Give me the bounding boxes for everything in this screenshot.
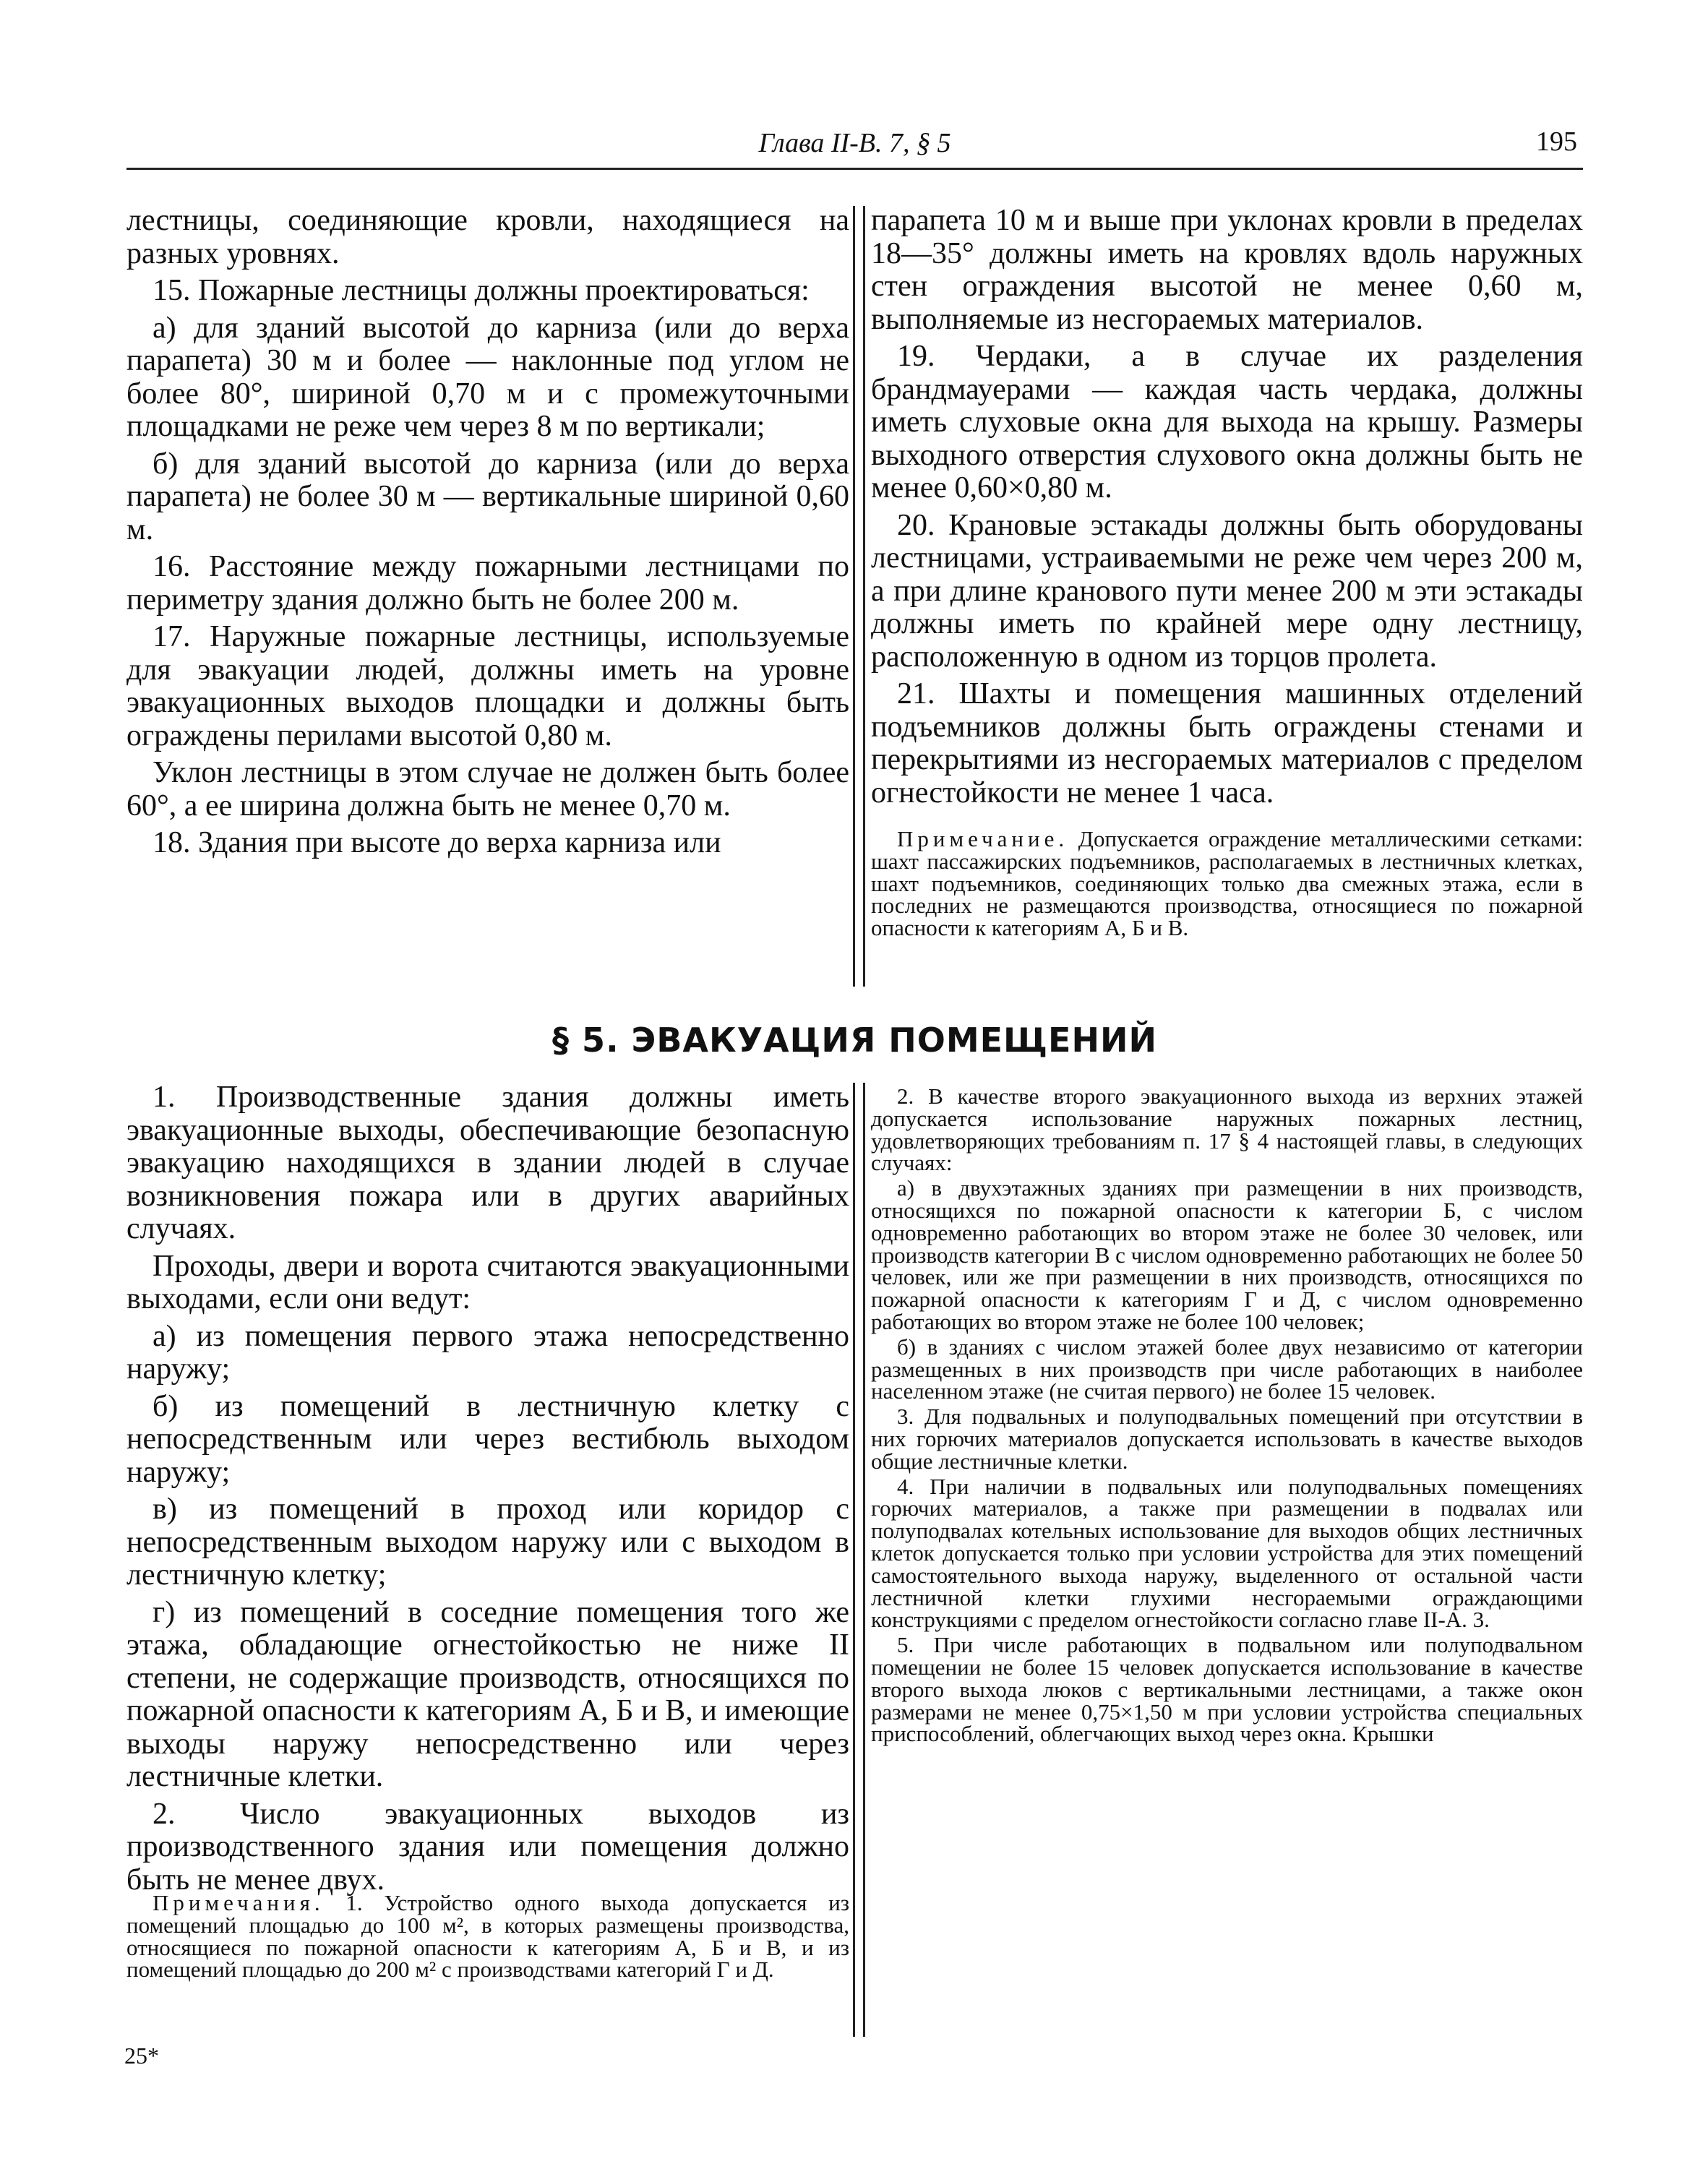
paragraph: 21. Шахты и помещения машинных отделений подъемников должны быть ограждены стенами и перекрытиями из несгораемых материалов с пределом огнестойкости не менее 1 часа. <box>871 677 1583 810</box>
note-paragraph <box>871 828 1583 940</box>
list-item: б) для зданий высотой до карниза (или до верха парапета) не более 30 м — вертикальные шириной 0,60 м. <box>126 447 849 546</box>
bottom-left-column <box>126 1081 849 1897</box>
paragraph: 15. Пожарные лестницы должны проектироваться: <box>153 274 810 307</box>
paragraph: Уклон лестницы в этом случае не должен быть более 60°, а ее ширина должна быть не менее 0,70 м. <box>126 756 849 823</box>
paragraph: Проходы, двери и ворота считаются эвакуационными выходами, если они ведут: <box>126 1249 849 1315</box>
list-item: а) в двухэтажных зданиях при размещении в них производств, относящихся по пожарной опасности к категории Б, с числом одновременно работающих во втором этаже не более 30 человек, или производств категории В с числом одновременно работающих не более 50 человек, или же при размещении в них производств, относящихся по пожарной опасности к категориям Г и Д, с числом одновременно работающих во втором этаже не более 100 человек; <box>871 1175 1583 1334</box>
page-header <box>126 123 1583 170</box>
paragraph: 17. Наружные пожарные лестницы, используемые для эвакуации людей, должны иметь на уровне эвакуационных выходов площадки и должны быть ограждены перилами высотой 0,80 м. <box>126 620 849 752</box>
paragraph: 16. Расстояние между пожарными лестницами по периметру здания должно быть не более 200 м. <box>126 550 849 617</box>
list-item: в) из помещений в проход или коридор с непосредственным выходом наружу или с выходом в лестничную клетку; <box>126 1493 849 1592</box>
running-title: Глава II-В. 7, § 5 <box>758 128 951 158</box>
paragraph: 20. Крановые эстакады должны быть оборудованы лестницами, устраиваемыми не реже чем через 200 м, а при длине кранового пути менее 200 м эти эстакады должны иметь по крайней мере одну лестницу, расположенную в одном из торцов пролета. <box>871 508 1583 674</box>
bottom-left-note <box>126 1892 849 1981</box>
list-item: б) в зданиях с числом этажей более двух независимо от категории размещенных в них производств при числе работающих в наиболее населенном этаже (не считая первого) не более 15 человек. <box>871 1334 1583 1404</box>
note-text: Допускается ограждение металлическими сетками: шахт пассажирских подъемников, располагаемых в лестничных клетках, шахт подъемников, соединяющих только два смежных этажа, если в последних не размещаются производства, относящиеся по пожарной опасности к категориям А, Б и В. <box>871 826 1583 941</box>
paragraph: парапета 10 м и выше при уклонах кровли в пределах 18—35° должны иметь на кровлях вдоль наружных стен ограждения высотой не менее 0,60 м, выполняемые из несгораемых материалов. <box>871 204 1583 336</box>
paragraph: 5. При числе работающих в подвальном или полуподвальном помещении не более 15 человек допускается использование в качестве второго выхода люков с вертикальными лестницами, а также окон размерами не менее 0,75×1,50 м при условии устройства специальных приспособлений, облегчающих выход через окна. Крышки <box>871 1632 1583 1747</box>
bottom-right-column <box>871 1083 1583 1747</box>
list-item: а) из помещения первого этажа непосредственно наружу; <box>126 1319 849 1386</box>
paragraph: 3. Для подвальных и полуподвальных помещений при отсутствии в них горючих материалов допускается использовать в качестве выходов общие лестничные клетки. <box>871 1404 1583 1474</box>
note-paragraph <box>126 1892 849 1981</box>
paragraph: лестницы, соединяющие кровли, находящиеся на разных уровнях. <box>126 204 849 270</box>
paragraph: 18. Здания при высоте до верха карниза или <box>153 826 721 859</box>
top-left-column <box>126 205 849 860</box>
top-right-note <box>871 828 1583 940</box>
paragraph: 2. В качестве второго эвакуационного выхода из верхних этажей допускается использование наружных пожарных лестниц, удовлетворяющих требованиям п. 17 § 4 настоящей главы, в следующих случаях: <box>871 1083 1583 1176</box>
paragraph: 1. Производственные здания должны иметь эвакуационные выходы, обеспечивающие безопасную эвакуацию находящихся в здании людей в случае возникновения пожара или в других аварийных случаях. <box>126 1081 849 1245</box>
note-text: 1. Устройство одного выхода допускается из помещений площадью до 100 м², в которых размещены производства, относящиеся по пожарной опасности к категориям А, Б и В, и из помещений площадью до 200 м² с производствами категорий Г и Д. <box>126 1890 849 1983</box>
paragraph: 19. Чердаки, а в случае их разделения брандмауерами — каждая часть чердака, должны иметь слуховые окна для выхода на крышу. Размеры выходного отверстия слухового окна должны быть не менее 0,60×0,80 м. <box>871 340 1583 504</box>
list-item: б) из помещений в лестничную клетку с непосредственным или через вестибюль выходом наружу; <box>126 1389 849 1489</box>
page-number: 195 <box>1536 126 1577 157</box>
section-title: § 5. ЭВАКУАЦИЯ ПОМЕЩЕНИЙ <box>552 1021 1157 1060</box>
column-divider <box>853 1083 865 2037</box>
list-item: г) из помещений в соседние помещения того же этажа, обладающие огнестойкостью не ниже II степени, не содержащие производств, относящихся по пожарной опасности к категориям А, Б и В, и имеющие выходы наружу непосредственно или через лестничные клетки. <box>126 1595 849 1793</box>
paragraph: 4. При наличии в подвальных или полуподвальных помещениях горючих материалов, а также при размещении в подвалах или полуподвалах котельных использование для выходов общих лестничных клеток допускается только при условии устройства для этих помещений самостоятельного выхода наружу, выделенного от остальной части лестничной клетки глухими несгораемыми ограждающими конструкциями с пределом огнестойкости согласно главе II-А. 3. <box>871 1473 1583 1633</box>
note-label: Примечания. <box>153 1890 325 1915</box>
note-label: Примечание. <box>897 826 1069 851</box>
list-item: а) для зданий высотой до карниза (или до верха парапета) 30 м и более — наклонные под углом не более 80°, шириной 0,70 м и с промежуточными площадками не реже чем через 8 м по вертикали; <box>126 311 849 443</box>
paragraph: 2. Число эвакуационных выходов из производственного здания или помещения должно быть не менее двух. <box>126 1797 849 1897</box>
column-divider <box>853 206 865 987</box>
top-right-column <box>871 205 1583 810</box>
signature-mark: 25* <box>124 2043 159 2069</box>
